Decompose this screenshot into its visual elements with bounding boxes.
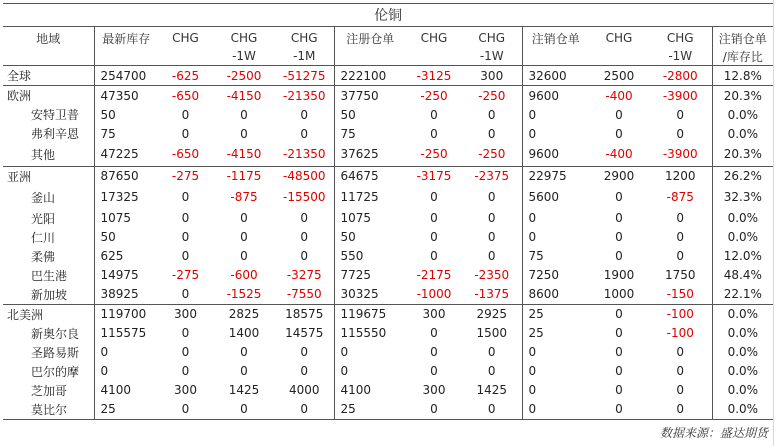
table-cell: 12.0% [712, 247, 773, 266]
table-cell: 50 [334, 105, 406, 124]
region-name: 欧洲 [3, 86, 94, 106]
region-name: 柔佛 [31, 249, 56, 264]
column-header-sub [94, 47, 158, 66]
sheet-gridline [773, 0, 774, 446]
table-cell: -2800 [649, 66, 712, 86]
table-cell: -15500 [282, 190, 326, 204]
column-header: CHG [420, 31, 448, 45]
table-cell: 0.0% [712, 400, 773, 420]
column-header: CHG [172, 31, 199, 45]
table-cell: 300 [422, 383, 446, 397]
region-name: 圣路易斯 [31, 345, 80, 360]
table-cell: 22975 [522, 166, 589, 186]
table-cell: 0 [240, 249, 248, 263]
table-cell: 0.0% [712, 304, 773, 324]
table-cell: -875 [666, 190, 694, 204]
region-name: 新奥尔良 [31, 326, 80, 341]
table-cell: 0 [430, 364, 438, 378]
table-title: 伦铜 [3, 4, 773, 27]
table-cell: 1400 [228, 326, 260, 340]
table-cell: 0 [240, 364, 248, 378]
table-cell: -48500 [275, 166, 334, 186]
table-cell: 48.4% [712, 266, 773, 285]
table-cell: 119675 [334, 304, 406, 324]
table-cell: -2375 [462, 166, 522, 186]
table-cell: 0 [406, 400, 462, 420]
table-cell: 0 [487, 345, 496, 359]
table-cell: 0 [275, 400, 334, 420]
header-row-1 [3, 27, 773, 48]
table-cell: 0 [300, 211, 309, 225]
table-cell: 0 [522, 228, 589, 247]
table-cell: 0 [181, 190, 190, 204]
table-cell: 0 [676, 345, 685, 359]
table-cell: 1500 [476, 326, 508, 340]
title-row [3, 4, 773, 27]
table-cell: 0 [522, 362, 589, 381]
column-header-sub: -1M [293, 49, 316, 63]
table-cell: 0 [430, 190, 438, 204]
table-cell: -2350 [474, 268, 510, 282]
data-source-note: 数据来源：盛达期货 [659, 426, 768, 440]
table-row [3, 400, 773, 420]
table-cell: -3275 [286, 268, 322, 282]
table-row [3, 86, 773, 106]
table-cell: 4100 [94, 381, 158, 400]
table-cell: -625 [158, 66, 213, 86]
table-cell: 50 [94, 228, 158, 247]
table-cell: -7550 [286, 287, 322, 301]
region-name: 芝加哥 [31, 383, 68, 398]
table-cell: 0 [676, 107, 685, 122]
table-cell: 0 [487, 107, 496, 122]
table-cell: 0 [522, 400, 589, 420]
table-cell: -51275 [275, 66, 334, 86]
table-cell: 0 [300, 249, 309, 263]
table-cell: 0 [334, 362, 406, 381]
table-cell: 20.3% [712, 86, 773, 106]
table-row [3, 285, 773, 305]
table-cell: 550 [334, 247, 406, 266]
table-cell: 1900 [603, 268, 635, 282]
table-cell: 0 [430, 211, 438, 225]
column-header-sub [158, 47, 213, 66]
column-header: 注册仓单 [334, 27, 406, 48]
table-cell: -250 [478, 147, 506, 162]
table-cell: 0 [615, 345, 623, 359]
table-cell: 7725 [334, 266, 406, 285]
column-header: CHG [666, 31, 694, 45]
table-cell: -21350 [282, 147, 326, 162]
table-cell: 14975 [94, 266, 158, 285]
table-cell: -3175 [406, 166, 462, 186]
region-name: 新加坡 [31, 287, 68, 302]
table-cell: 0 [676, 211, 685, 225]
column-header: CHG [230, 31, 258, 45]
table-row [3, 105, 773, 124]
table-cell: 20.3% [712, 143, 773, 166]
table-cell: 75 [334, 124, 406, 143]
table-cell: 0 [430, 107, 438, 122]
table-row [3, 247, 773, 266]
table-row [3, 362, 773, 381]
table-cell: 0 [240, 107, 248, 122]
table-cell: 2900 [589, 166, 649, 186]
table-cell: 0 [462, 400, 522, 420]
table-cell: 50 [334, 228, 406, 247]
table-cell: 0 [487, 211, 496, 225]
table-cell: -250 [420, 147, 448, 162]
column-header: 地域 [36, 31, 61, 46]
table-cell: 0 [649, 400, 712, 420]
table-cell: 25 [522, 304, 589, 324]
table-cell: 1000 [603, 287, 635, 301]
table-cell: -250 [462, 86, 522, 106]
table-cell: 12.8% [712, 66, 773, 86]
table-cell: 37750 [334, 86, 406, 106]
table-cell: 0 [181, 230, 190, 244]
table-cell: 625 [94, 247, 158, 266]
table-cell: 0 [615, 211, 623, 225]
region-name: 巴生港 [31, 268, 68, 283]
table-cell: 0 [181, 126, 190, 141]
column-header-sub: /库存比 [712, 47, 773, 66]
table-cell: 2825 [213, 304, 275, 324]
table-cell: 0 [615, 326, 623, 340]
table-cell: -4150 [213, 86, 275, 106]
table-cell: 1425 [476, 383, 508, 397]
table-cell: 0 [334, 343, 406, 362]
region-name: 光阳 [31, 211, 56, 226]
table-cell: -3900 [662, 147, 698, 162]
column-header: 注销仓单 [712, 27, 773, 48]
table-cell: 47350 [94, 86, 158, 106]
table-cell: 0 [300, 126, 309, 141]
table-cell: 22.1% [712, 285, 773, 305]
table-cell: 0.0% [712, 228, 773, 247]
table-cell: -1175 [213, 166, 275, 186]
column-header-sub: -1W [479, 49, 504, 63]
table-cell: 0 [94, 362, 158, 381]
table-cell: 25 [334, 400, 406, 420]
table-cell: -2500 [213, 66, 275, 86]
table-cell: -100 [666, 326, 694, 340]
table-cell: 9600 [522, 143, 589, 166]
table-row [3, 228, 773, 247]
column-header-sub: -1W [232, 49, 256, 63]
table-cell: 0 [615, 126, 623, 141]
table-cell: 17325 [94, 186, 158, 209]
table-cell: 26.2% [712, 166, 773, 186]
table-cell: 0 [676, 364, 685, 378]
table-cell: 0 [181, 326, 190, 340]
table-cell: 0 [181, 364, 190, 378]
table-cell: -650 [158, 86, 213, 106]
table-cell: 8600 [522, 285, 589, 305]
column-header-sub [406, 47, 462, 66]
table-cell: -400 [605, 147, 633, 162]
table-cell: 0 [487, 190, 496, 204]
table-cell: 0 [615, 249, 623, 263]
table-cell: -3900 [649, 86, 712, 106]
table-cell: 0.0% [712, 209, 773, 228]
column-header-sub: -1W [668, 49, 693, 63]
table-cell: 2925 [462, 304, 522, 324]
table-cell: -1525 [226, 287, 262, 301]
table-cell: -150 [666, 287, 694, 301]
table-cell: -250 [406, 86, 462, 106]
table-cell: 47225 [94, 143, 158, 166]
table-row [3, 381, 773, 400]
table-row [3, 143, 773, 166]
table-cell: 9600 [522, 86, 589, 106]
table-cell: 0 [94, 343, 158, 362]
table-cell: 0 [300, 107, 309, 122]
column-header: CHG [605, 31, 633, 45]
table-cell: 0 [181, 287, 190, 301]
table-cell: 0 [300, 230, 309, 244]
table-cell: 0 [676, 230, 685, 244]
table-cell: 32600 [522, 66, 589, 86]
table-cell: 0 [589, 304, 649, 324]
table-cell: 0 [487, 230, 496, 244]
table-cell: 50 [94, 105, 158, 124]
table-cell: 0 [181, 249, 190, 263]
region-name: 莫比尔 [3, 400, 94, 420]
table-cell: -21350 [275, 86, 334, 106]
table-cell: 75 [522, 247, 589, 266]
table-cell: 0.0% [712, 381, 773, 400]
table-cell: -1000 [416, 287, 452, 301]
table-cell: 254700 [94, 66, 158, 86]
table-cell: 0 [300, 345, 309, 359]
table-cell: 115550 [334, 324, 406, 343]
table-cell: -1375 [474, 287, 510, 301]
table-cell: 119700 [94, 304, 158, 324]
table-cell: 38925 [94, 285, 158, 305]
table-row [3, 209, 773, 228]
table-cell: 222100 [334, 66, 406, 86]
table-cell: 25 [94, 400, 158, 420]
table-row [3, 186, 773, 209]
table-cell: 0 [158, 400, 213, 420]
table-cell: 18575 [275, 304, 334, 324]
table-cell: 4100 [334, 381, 406, 400]
table-body [3, 66, 773, 420]
table-cell: 37625 [334, 143, 406, 166]
table-cell: 0 [240, 345, 248, 359]
table-cell: 0 [522, 124, 589, 143]
table-cell: 0 [615, 364, 623, 378]
region-name: 安特卫普 [31, 108, 80, 122]
table-cell: 300 [174, 383, 197, 397]
table-cell: -600 [230, 268, 258, 282]
table-cell: 87650 [94, 166, 158, 186]
region-name: 仁川 [31, 230, 56, 245]
column-header: 最新库存 [94, 27, 158, 48]
column-header: CHG [478, 31, 506, 45]
table-cell: 0 [430, 126, 438, 141]
column-header-sub [589, 47, 649, 66]
table-cell: 0 [181, 211, 190, 225]
table-cell: 0 [181, 345, 190, 359]
table-cell: 0 [615, 190, 623, 204]
table-cell: -100 [649, 304, 712, 324]
region-name: 釜山 [31, 190, 56, 205]
table-cell: 0 [522, 343, 589, 362]
table-cell: 0 [487, 249, 496, 263]
table-cell: 30325 [334, 285, 406, 305]
region-name: 其他 [31, 147, 56, 162]
table-cell: 0 [240, 126, 248, 141]
table-cell: 0.0% [712, 324, 773, 343]
table-cell: 0 [240, 230, 248, 244]
table-cell: -875 [230, 190, 258, 204]
table-cell: 0 [615, 107, 623, 122]
table-cell: 0 [430, 249, 438, 263]
table-cell: 75 [94, 124, 158, 143]
table-cell: 25 [522, 324, 589, 343]
table-cell: 2500 [589, 66, 649, 86]
column-header: 注销仓单 [522, 27, 589, 48]
column-header-sub [3, 47, 94, 66]
table-cell: 0 [676, 249, 685, 263]
table-cell: 0.0% [712, 343, 773, 362]
table-cell: 115575 [94, 324, 158, 343]
table-row [3, 124, 773, 143]
table-cell: 300 [462, 66, 522, 86]
region-name: 北美洲 [3, 304, 94, 324]
column-header: CHG [290, 31, 318, 45]
table-cell: 0 [676, 383, 685, 397]
table-cell: 0 [430, 230, 438, 244]
table-cell: 5600 [522, 186, 589, 209]
table-cell: 300 [158, 304, 213, 324]
table-cell: 0 [522, 381, 589, 400]
table-row [3, 66, 773, 86]
table-cell: 0 [487, 126, 496, 141]
table-cell: 1075 [334, 209, 406, 228]
table-cell: 0.0% [712, 362, 773, 381]
table-cell: 14575 [285, 326, 324, 340]
table-row [3, 343, 773, 362]
table-cell: 0 [589, 400, 649, 420]
inventory-sheet [3, 3, 773, 420]
table-cell: 4000 [288, 383, 320, 397]
table-cell: -650 [171, 147, 200, 162]
header-row-2 [3, 47, 773, 66]
table-cell: -275 [158, 166, 213, 186]
table-row [3, 324, 773, 343]
table-cell: 0.0% [712, 105, 773, 124]
table-cell: 1200 [649, 166, 712, 186]
table-cell: 1075 [94, 209, 158, 228]
table-cell: 1750 [664, 268, 696, 282]
table-cell: 0 [181, 107, 190, 122]
region-name: 弗利辛恩 [31, 127, 80, 141]
table-cell: 11725 [334, 186, 406, 209]
table-cell: 1425 [228, 383, 260, 397]
table-cell: 0 [430, 345, 438, 359]
inventory-table [3, 3, 773, 420]
table-cell: 64675 [334, 166, 406, 186]
table-cell: 0 [676, 126, 685, 141]
table-cell: 0 [430, 326, 438, 340]
table-cell: -4150 [226, 147, 262, 162]
table-cell: 0 [615, 230, 623, 244]
region-name: 亚洲 [3, 166, 94, 186]
table-cell: 7250 [522, 266, 589, 285]
table-cell: 0.0% [712, 124, 773, 143]
table-cell: 0 [300, 364, 309, 378]
region-name: 全球 [3, 66, 94, 86]
table-row [3, 304, 773, 324]
column-header-sub [334, 47, 406, 66]
table-cell: -2175 [416, 268, 452, 282]
table-cell: 0 [522, 105, 589, 124]
table-row [3, 166, 773, 186]
table-cell: 0 [615, 383, 623, 397]
table-cell: -3125 [406, 66, 462, 86]
table-cell: 0 [240, 211, 248, 225]
table-cell: -275 [171, 268, 200, 282]
column-header-sub [522, 47, 589, 66]
table-cell: 0 [522, 209, 589, 228]
table-cell: -400 [589, 86, 649, 106]
table-cell: 32.3% [712, 186, 773, 209]
table-cell: 300 [406, 304, 462, 324]
region-name: 巴尔的摩 [31, 364, 80, 379]
table-row [3, 266, 773, 285]
table-cell: 0 [213, 400, 275, 420]
table-cell: 0 [487, 364, 496, 378]
